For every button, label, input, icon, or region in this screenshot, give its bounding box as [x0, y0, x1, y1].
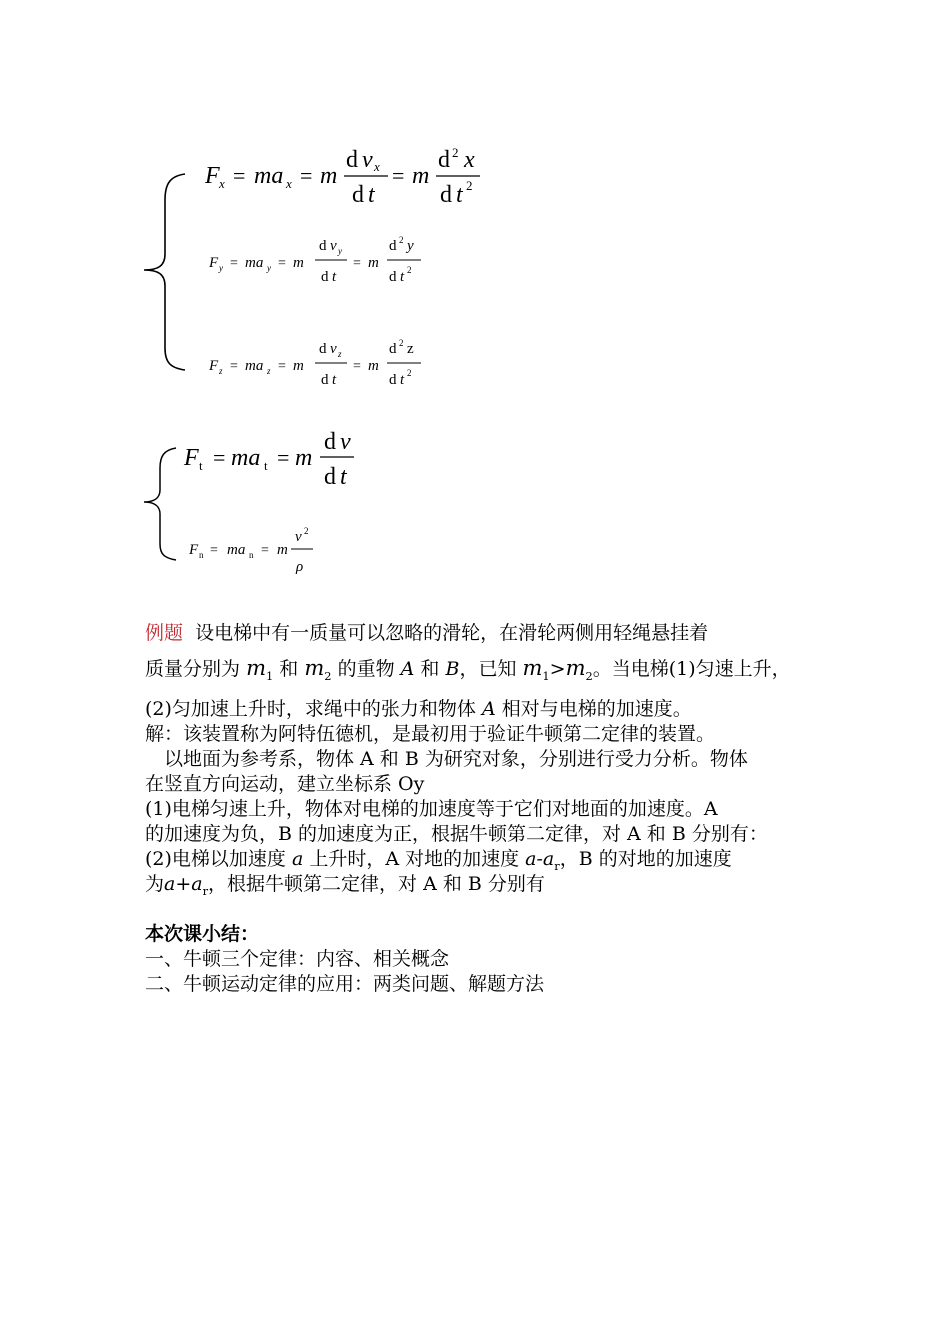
svg-text:F: F — [189, 542, 199, 558]
svg-text:t: t — [264, 458, 268, 473]
svg-text:2: 2 — [399, 338, 404, 348]
left-brace-natural — [140, 444, 180, 562]
equation-ft — [180, 425, 370, 495]
svg-text:m: m — [368, 255, 379, 271]
svg-text:d: d — [319, 238, 327, 254]
svg-text:x: x — [286, 176, 292, 191]
example-label: 例题 — [145, 622, 184, 644]
svg-text:t: t — [456, 182, 463, 208]
svg-text:d: d — [321, 269, 329, 285]
svg-text:m: m — [368, 358, 379, 374]
svg-text:=: = — [300, 163, 313, 188]
svg-text:z: z — [407, 341, 414, 357]
svg-text:=: = — [392, 163, 405, 188]
svg-text:z: z — [219, 366, 223, 376]
svg-text:x: x — [219, 176, 225, 191]
svg-text:ma: ma — [227, 542, 246, 558]
svg-text:m: m — [412, 163, 430, 189]
svg-text:d: d — [389, 238, 397, 254]
svg-text:d: d — [389, 372, 397, 388]
svg-text:z: z — [338, 349, 342, 359]
equation-fn — [185, 522, 335, 578]
svg-text:F: F — [205, 163, 220, 189]
svg-text:F: F — [209, 255, 219, 271]
svg-text:n: n — [199, 550, 204, 560]
svg-text:v: v — [295, 529, 302, 545]
equation-fz — [205, 335, 435, 391]
svg-text:z: z — [267, 366, 271, 376]
svg-text:ma: ma — [245, 358, 264, 374]
svg-text:ma: ma — [254, 163, 284, 189]
svg-text:x: x — [464, 147, 475, 173]
svg-text:=: = — [230, 256, 238, 271]
svg-text:y: y — [219, 263, 223, 273]
svg-text:d: d — [324, 464, 336, 490]
svg-text:=: = — [213, 445, 226, 470]
svg-text:F: F — [209, 358, 219, 374]
summary-item-2: 二、牛顿运动定律的应用：两类问题、解题方法 — [145, 973, 545, 995]
svg-text:d: d — [324, 429, 336, 455]
svg-text:t: t — [332, 372, 337, 388]
svg-text:v: v — [362, 147, 373, 173]
solution-line-2: 以地面为参考系，物体 A 和 B 为研究对象，分别进行受力分析。物体 — [145, 748, 748, 770]
svg-text:m: m — [295, 445, 313, 471]
svg-text:d: d — [389, 269, 397, 285]
svg-text:y: y — [407, 238, 414, 254]
svg-text:m: m — [277, 542, 288, 558]
svg-text:v: v — [340, 429, 351, 455]
svg-text:d: d — [438, 147, 450, 173]
solution-line-4: (1)电梯匀速上升，物体对电梯的加速度等于它们对地面的加速度。A — [145, 798, 718, 820]
svg-text:2: 2 — [466, 178, 473, 193]
svg-text:m: m — [293, 358, 304, 374]
svg-text:m: m — [293, 255, 304, 271]
example-line-1: 例题 设电梯中有一质量可以忽略的滑轮，在滑轮两侧用轻绳悬挂着 — [145, 622, 709, 644]
svg-text:ma: ma — [245, 255, 264, 271]
svg-text:d: d — [389, 341, 397, 357]
svg-text:2: 2 — [399, 235, 404, 245]
equation-fy — [205, 232, 435, 288]
svg-text:2: 2 — [407, 265, 412, 275]
svg-text:=: = — [233, 163, 246, 188]
svg-text:t: t — [400, 269, 405, 285]
svg-text:d: d — [319, 341, 327, 357]
svg-text:t: t — [400, 372, 405, 388]
svg-text:=: = — [353, 359, 361, 374]
example-line-2: 质量分别为 $m_1$ 和 $m_2$ 的重物 A 和 B，已知 $m_1>m_2$。当电梯(1)匀速上升， — [145, 656, 791, 683]
svg-text:n: n — [249, 550, 254, 560]
svg-text:t: t — [368, 182, 375, 208]
solution-line-5: 的加速度为负，B 的加速度为正，根据牛顿第二定律，对 A 和 B 分别有： — [145, 823, 768, 845]
left-brace-cartesian — [140, 170, 190, 375]
svg-text:d: d — [346, 147, 358, 173]
svg-text:y: y — [338, 246, 342, 256]
svg-text:=: = — [277, 445, 290, 470]
equation-fx — [200, 140, 500, 210]
svg-text:2: 2 — [452, 145, 459, 160]
svg-text:t: t — [340, 464, 347, 490]
svg-text:ρ: ρ — [296, 559, 304, 575]
svg-text:d: d — [440, 182, 452, 208]
svg-text:=: = — [210, 543, 218, 558]
summary-title: 本次课小结： — [145, 923, 260, 945]
svg-text:2: 2 — [407, 368, 412, 378]
svg-text:m: m — [320, 163, 338, 189]
svg-text:y: y — [267, 263, 271, 273]
svg-text:v: v — [330, 341, 337, 357]
svg-text:=: = — [261, 543, 269, 558]
svg-text:=: = — [353, 256, 361, 271]
summary-item-1: 一、牛顿三个定律：内容、相关概念 — [145, 948, 450, 970]
svg-text:v: v — [330, 238, 337, 254]
svg-text:d: d — [321, 372, 329, 388]
svg-text:ma: ma — [231, 445, 261, 471]
svg-text:x: x — [374, 159, 380, 174]
solution-line-6: (2)电梯以加速度 a 上升时，A 对地的加速度 $a-a_r$，B 的对地的加速度 — [145, 848, 732, 873]
svg-text:=: = — [278, 256, 286, 271]
svg-text:d: d — [352, 182, 364, 208]
svg-text:F: F — [184, 445, 199, 471]
svg-text:t: t — [199, 458, 203, 473]
svg-text:t: t — [332, 269, 337, 285]
svg-text:=: = — [230, 359, 238, 374]
solution-line-7: 为$a+a_r$，根据牛顿第二定律，对 A 和 B 分别有 — [145, 873, 545, 898]
svg-text:2: 2 — [304, 526, 309, 536]
example-line-3: (2)匀加速上升时，求绳中的张力和物体 A 相对与电梯的加速度。 — [145, 698, 692, 720]
solution-line-1: 解：该装置称为阿特伍德机，是最初用于验证牛顿第二定律的装置。 — [145, 723, 716, 745]
solution-line-3: 在竖直方向运动，建立坐标系 Oy — [145, 773, 425, 795]
svg-text:=: = — [278, 359, 286, 374]
